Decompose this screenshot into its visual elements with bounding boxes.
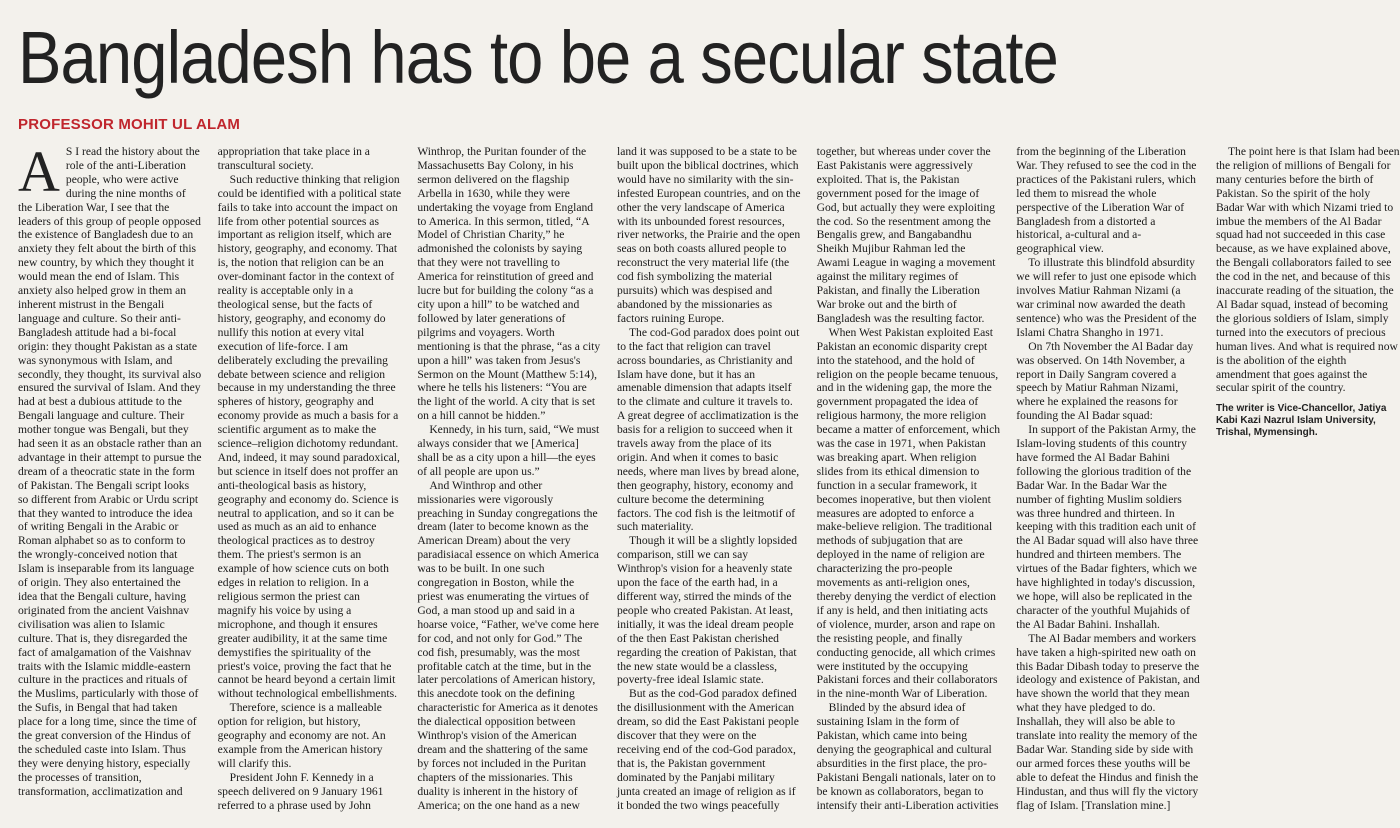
article-paragraph: Therefore, science is a malleable option for religion, but history, geography and economy are not. An example from the American history will clarify this.: [217, 701, 386, 770]
article-body: [18, 139, 1400, 825]
article-paragraph: Though it will be a slightly lopsided comparison, still we can say Winthrop's vision for a heavenly state upon the face of the earth had, in a different way, stirred the minds of the people who created Pakistan. At least, initially, it was the ideal dream people of the then East Pakistan cherished regarding the creation of Pakistan, that the new state would be a classless, poverty-free ideal Islamic state.: [616, 534, 798, 687]
article-paragraph: And Winthrop and other missionaries were vigorously preaching in Sunday congregations the dream (later to become known as the American Dream) about the very paradisiacal essence on which America was to be built. In one such congregation in Boston, while the priest was enumerating the virtues of God, a man stood up and said in a hoarse voice, “Father, we've come here for cod, and not only for God.” The cod fish, presumably, was the most profitable catch at the time, but in the later percolations of American history, this anecdote took on the defining characteristic for America as it denotes the dialectical opposition between Winthrop's vision of the American dream and the shattering of the same by forces not included in the Puritan chapters of the missionaries. This duality is inherent in the history of America; on the one hand as a new land it was supposed to be a state to be built upon the biblical doctrines, which would have no similarity with the sin-infested European countries, and on the other the very landscape of America with its unbounded forest resources, river networks, the Prairie and the open seas on both coasts allured people to reconstruct the very material life (the cod fish symbolizing the material pursuits) which was despised and abandoned by the missionaries as factors ruining Europe.: [417, 145, 801, 812]
article-paragraph: Kennedy, in his turn, said, “We must always consider that we [America] shall be as a city upon a hill—the eyes of all people are upon us.”: [417, 423, 600, 478]
article-paragraph: To illustrate this blindfold absurdity we will refer to just one episode which involves Matiur Rahman Nizami (a war criminal now awarded the death sentence) who was the President of the Islami Chatra Shangho in 1971.: [1016, 256, 1197, 339]
article-paragraph: The point here is that Islam had been the religion of millions of Bengali for many centuries before the birth of Pakistan. So the spirit of the holy Badar War with which Nizami tried to imbue the members of the Al Badar squad had not succeeded in this case because, as we have explained above, the Bengali collaborators failed to see the cod in the net, and because of this inaccurate reading of the situation, the Al Badar squad, instead of becoming the glorious soldiers of Islam, simply turned into the executors of precious human lives. And what is required now is the abolition of the eighth amendment that goes against the secular spirit of the country.: [1215, 145, 1400, 395]
drop-cap: A: [18, 139, 60, 204]
author-note: The writer is Vice-Chancellor, Jatiya Kabi Kazi Nazrul Islam University, Trishal, Mymensingh.: [1215, 403, 1387, 439]
headline: Bangladesh has to be a secular state: [18, 16, 1058, 99]
article-paragraph: President John F. Kennedy in a speech delivered on 9 January 1961 referred to a phrase used by John Winthrop, the Puritan founder of the Massachusetts Bay Colony, in his sermon delivered on the flagship Arbella in 1630, while they were undertaking the voyage from England to America. In this sermon, titled, “A Model of Christian Charity,” he admonished the colonists by saying that they were not travelling to America for reinstitution of greed and lucre but for building the colony “as a city upon a hill” to be watched and followed by later generations of pilgrims and voyagers. Worth mentioning is that the phrase, “as a city upon a hill” was taken from Jesus's Sermon on the Mount (Matthew 5:14), where he tells his listeners: “You are the light of the world. A city that is set on a hill cannot be hidden.”: [217, 145, 601, 812]
paragraph-text: S I read the history about the role of the anti-Liberation people, who were active during the nine months of the Liberation War, I see that the leaders of this group of people opposed the existence of Bangladesh due to an anxiety they felt about the birth of this new country, by which they thought it would mean the end of Islam. This anxiety also helped grow in them an inherent mistrust in the Bengali language and culture. So their anti-Bangladesh attitude had a bi-focal origin: they thought Pakistan as a state was synonymous with Islam, and secondly, they thought, its survival also ensured the survival of Islam. And they had at best a dubious attitude to the Bengali language and culture. Their mother tongue was Bengali, but they had seen it as an obstacle rather than an advantage in their attempt to pursue the dream of a theocratic state in the form of Pakistan. The Bengali script looks so different from Arabic or Urdu script that they wanted to introduce the idea of writing Bengali in the Arabic or Roman alphabet so as to conform to the wrongly-conceived notion that Islam is inseparable from its language of origin. They also entertained the idea that the Bengali culture, having originated from the ancient Vaishnav civilisation was alien to Islamic culture. That is, they disregarded the fact of amalgamation of the Vaishnav traits with the Islamic middle-eastern culture in the practices and rituals of the Muslims, particularly with those of the Sufis, in Bengal that had taken place for a long time, since the time of the great conversion of the Hindus of the scheduled caste into Islam. Thus they were denying history, especially the processes of transition, transformation, acclimatization and appropriation that take place in a transcultural society.: [18, 145, 370, 798]
quote-paragraph: The Al Badar members and workers have taken a high-spirited new oath on this Badar Dibash today to preserve the ideology and existence of Pakistan, and have shown the world that they mean what they have pledged to do. Inshallah, they will also be able to translate into reality the memory of the Badar War. Standing side by side with our armed forces these youths will be able to defeat the Hindus and finish the Hindustan, and thus will fly the victory flag of Islam. [Translation mine.]: [1016, 631, 1200, 812]
article-paragraph: The cod-God paradox does point out to the fact that religion can travel across boundaries, as Christianity and Islam have done, but it has an amenable dimension that adapts itself to the climate and culture it travels to. A great degree of acclimatization is the basis for a religion to succeed when it travels away from the place of its origin. And when it comes to basic needs, where man lives by bread alone, then geography, history, economy and culture become the determining factors. The cod fish is the leitmotif of such materiality.: [616, 325, 800, 534]
article-paragraph: Blinded by the absurd idea of sustaining Islam in the form of Pakistan, which came into being denying the geographical and cultural absurdities in the first place, the pro-Pakistani Bengali nationals, later on to be known as collaborators, began to intensify their anti-Liberation activities from the beginning of the Liberation War. They refused to see the cod in the practices of the Pakistani rulers, which led them to misread the whole perspective of the Liberation War of Bangladesh from a distorted a historical, a-cultural and a-geographical view.: [816, 145, 1197, 812]
article-paragraph: Such reductive thinking that religion could be identified with a political state fails to take into account the impact on life from other potential sources as important as religion itself, which are history, geography, and economy. That is, the notion that religion can be an over-dominant factor in the context of reality is acceptable only in a theological sense, but the facts of history, geography, and economy do nullify this notion at every vital execution of life-force. I am deliberately excluding the prevailing debate between science and religion because in my understanding the three spheres of history, geography and economy provide as much a basis for a scientific argument as to make the science–religion dichotomy redundant. And, indeed, it may sound paradoxical, but science in itself does not proffer an anti-theological basis as history, geography and economy do. Science is neutral to application, and so it can be used as much as an aid to enhance theological practices as to destroy them. The priest's sermon is an example of how science cuts on both edges in relation to religion. In a religious sermon the priest can magnify his voice by using a microphone, and though it ensures greater audibility, it at the same time demystifies the spirituality of the priest's voice, proving the fact that he cannot be heard beyond a certain limit without technological embellishments.: [217, 172, 402, 701]
quote-paragraph: In support of the Pakistan Army, the Islam-loving students of this country have formed the Al Badar Bahini following the glorious tradition of the Badar War. In the Badar War the number of fighting Muslim soldiers was three hundred and thirteen. In keeping with this tradition each unit of the Al Badar squad will also have three hundred and thirteen members. The virtues of the Badar fighters, which we have highlighted in today's discussion, we hope, will also be replicated in the character of the youthful Mujahids of the Al Badar Bahini. Inshallah.: [1016, 423, 1199, 631]
article-paragraph: But as the cod-God paradox defined the disillusionment with the American dream, so did the East Pakistani people discover that they were on the receiving end of the cod-God paradox, that is, the Pakistan government dominated by the Panjabi military junta created an image of religion as if it bonded the two wings peacefully together, but whereas under cover the East Pakistanis were aggressively exploited. That is, the Pakistan government posed for the image of God, but actually they were exploiting the cod. So the resentment among the Bengalis grew, and Bangabandhu Sheikh Mujibur Rahman led the Awami League in waging a movement against the military regimes of Pakistan, and finally the Liberation War broke out and the birth of Bangladesh was the resulting factor.: [616, 145, 996, 812]
article-paragraph: On 7th November the Al Badar day was observed. On 14th November, a report in Daily Sangram covered a speech by Matiur Rahman Nizami, where he explained the reasons for founding the Al Badar squad:: [1016, 339, 1194, 423]
byline: PROFESSOR MOHIT UL ALAM: [18, 116, 241, 133]
article-paragraph: When West Pakistan exploited East Pakistan an economic disparity crept into the statehood, and the hold of religion on the people became tenuous, and in the widening gap, the more the government propagated the idea of religious harmony, the more religion became a matter of enforcement, which was the case in 1971, when Pakistan was breaking apart. When religion slides from its ethical dimension to function in a secular framework, it becomes inoperative, but then violent measures are adopted to enforce a make-believe religion. The traditional methods of subjugation that are deployed in the name of religion are characterizing the pro-people movements as anti-religion ones, thereby denying the verdict of election if any is held, and then initiating acts of violence, murder, arson and rape on the resisting people, and finally conducting genocide, all which crimes were instituted by the occupying Pakistani forces and their collaborators in the nine-month War of Liberation.: [816, 325, 1001, 701]
